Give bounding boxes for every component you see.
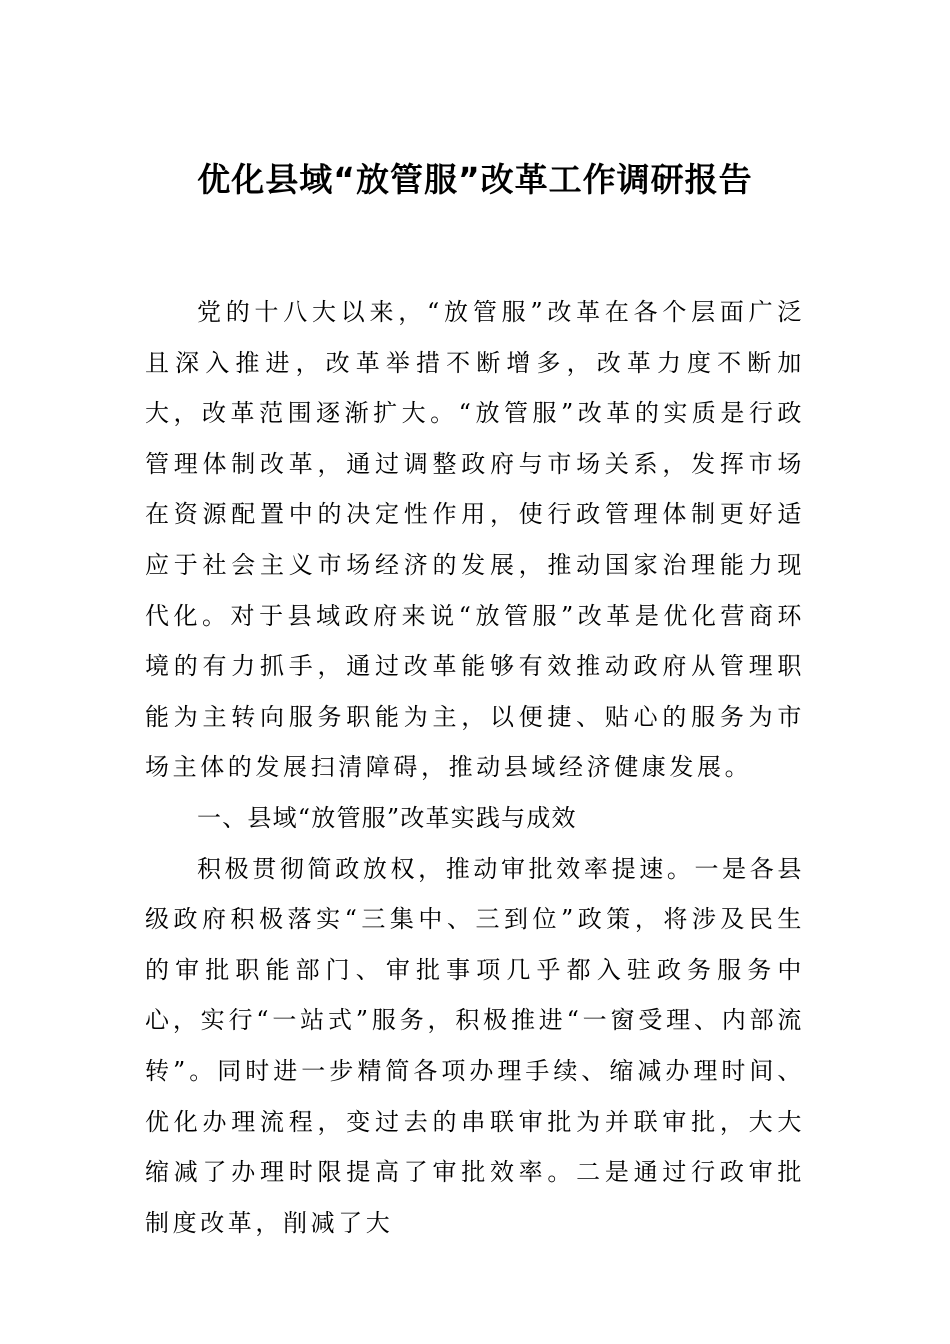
document-body [145, 287, 805, 1248]
page-title: 优化县域“放管服”改革工作调研报告 [197, 160, 753, 199]
section-paragraph: 积极贯彻简政放权，推动审批效率提速。一是各县级政府积极落实“三集中、三到位”政策，将涉及民生的审批职能部门、审批事项几乎都入驻政务服务中心，实行“一站式”服务，积极推进“一窗受理、内部流转”。同时进一步精简各项办理手续、缩减办理时间、优化办理流程，变过去的串联审批为并联审批，大大缩减了办理时限提高了审批效率。二是通过行政审批制度改革，削减了大 [145, 854, 805, 1237]
intro-paragraph: 党的十八大以来，“放管服”改革在各个层面广泛且深入推进，改革举措不断增多，改革力度不断加大，改革范围逐渐扩大。“放管服”改革的实质是行政管理体制改革，通过调整政府与市场关系，发挥市场在资源配置中的决定性作用，使行政管理体制更好适应于社会主义市场经济的发展，推动国家治理能力现代化。对于县域政府来说“放管服”改革是优化营商环境的有力抓手，通过改革能够有效推动政府从管理职能为主转向服务职能为主，以便捷、贴心的服务为市场主体的发展扫清障碍，推动县域经济健康发展。 [145, 298, 805, 782]
section-heading: 一、县域“放管服”改革实践与成效 [197, 803, 577, 832]
